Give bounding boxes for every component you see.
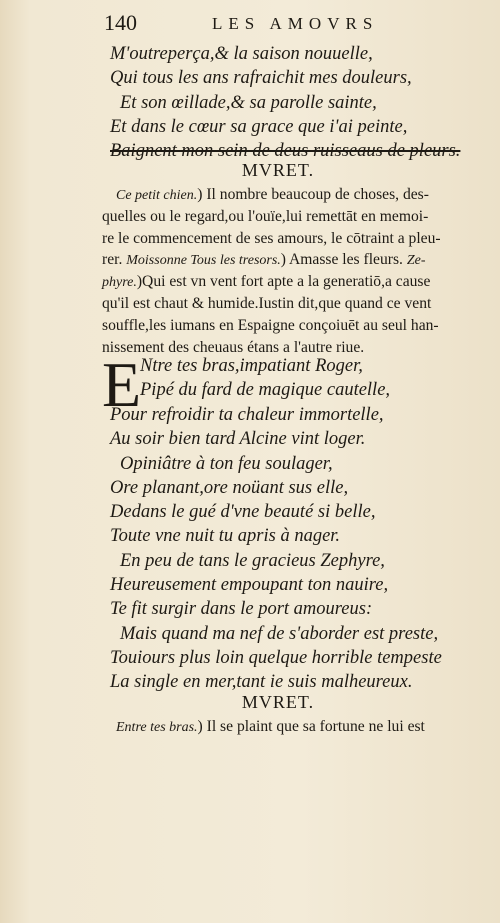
commentary-1 <box>102 184 490 358</box>
verse-line: Et dans le cœur sa grace que i'ai peinte, <box>110 116 408 137</box>
commentary-line <box>102 271 490 293</box>
commentary-text: ) Il se plaint que sa fortune ne lui est <box>197 718 425 735</box>
commentary-text: ) Amasse les fleurs. <box>280 251 407 269</box>
commentary-text: rer. <box>102 251 127 269</box>
commentary-line: souffle,les iumans en Espaigne conçoiuēt au seul han- <box>102 316 439 334</box>
verse-line: Toute vne nuit tu apris à nager. <box>110 526 341 547</box>
lemma: Entre tes bras. <box>116 720 198 735</box>
sonnet-1-ending <box>102 42 490 163</box>
verse-line: En peu de tans le gracieus Zephyre, <box>120 550 385 571</box>
page-number: 140 <box>104 10 137 35</box>
commentary-2 <box>102 716 490 738</box>
verse-line: Heureusement empoupant ton nauire, <box>110 575 389 596</box>
commentary-line: qu'il est chaut & humide.Iustin dit,que quand ce vent <box>102 294 432 312</box>
commentary-line: quelles ou le regard,ou l'ouïe,lui remettāt en memoi- <box>102 207 429 225</box>
sonnet-2-opening <box>140 354 490 403</box>
running-title: LES AMOVRS <box>212 14 379 33</box>
commentary-line <box>102 716 490 738</box>
verse-line: Pipé du fard de magique cautelle, <box>140 380 391 401</box>
commentary-line: re le commencement de ses amours, le cōtraint a pleu- <box>102 229 441 247</box>
commentary-line: nissement des cheuaus étans a l'autre riue. <box>102 338 365 356</box>
commentary-text: )Qui est vn vent fort apte a la generatiō,a cause <box>136 273 431 291</box>
verse-line: Au soir bien tard Alcine vint loger. <box>110 429 366 450</box>
lemma: Moissonne Tous les tresors. <box>126 253 281 269</box>
commentary-heading: MVRET. <box>241 160 315 180</box>
commentary-line <box>102 184 490 206</box>
verse-line: Qui tous les ans rafraichit mes douleurs, <box>110 68 412 89</box>
commentary-line <box>102 249 490 271</box>
verse-line: Baignent mon sein de deus ruisseaus de pleurs. <box>110 141 461 162</box>
verse-line: Pour refroidir ta chaleur immortelle, <box>110 405 384 425</box>
verse-line: Ntre tes bras,impatiant Roger, <box>140 356 363 376</box>
verse-line: Te fit surgir dans le port amoureus: <box>110 599 373 620</box>
verse-line: M'outreperça,& la saison nouuelle, <box>110 44 373 64</box>
page-header <box>104 10 484 36</box>
commentary-heading: MVRET. <box>241 692 315 712</box>
drop-cap: E <box>102 349 142 420</box>
verse-line: La single en mer,tant ie suis malheureux. <box>110 672 413 693</box>
verse-line: Dedans le gué d'vne beauté si belle, <box>110 502 376 523</box>
verse-line: Touiours plus loin quelque horrible tempeste <box>110 647 442 668</box>
verse-line: Ore planant,ore noüant sus elle, <box>110 477 349 498</box>
lemma: Ce petit chien. <box>116 188 198 203</box>
verse-line: Opiniâtre à ton feu soulager, <box>120 453 333 474</box>
lemma: phyre. <box>102 275 137 291</box>
verse-line: Et son œillade,& sa parolle sainte, <box>120 92 377 113</box>
verse-line: Mais quand ma nef de s'aborder est preste, <box>120 623 439 644</box>
sonnet-2-body <box>102 403 492 695</box>
commentary-text: ) Il nombre beaucoup de choses, des- <box>197 186 429 203</box>
lemma: Ze- <box>406 253 426 269</box>
